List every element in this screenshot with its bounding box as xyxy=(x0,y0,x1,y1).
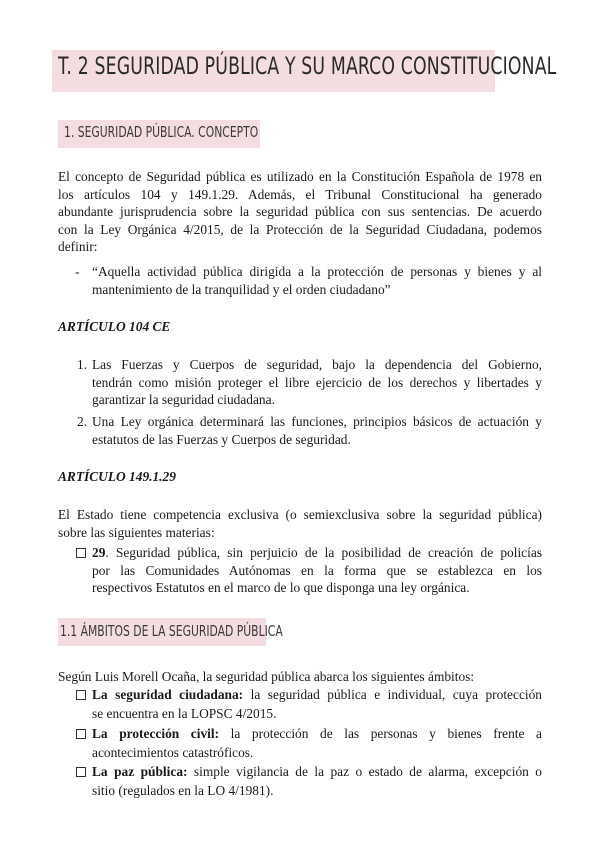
item-term: La protección civil: xyxy=(92,726,220,741)
quote-line: mantenimiento de la tranquilidad y el orden ciudadano” xyxy=(92,281,391,297)
article-104-item-2 xyxy=(92,413,542,448)
item-number: 29 xyxy=(92,545,106,560)
paragraph-line: los artículos 104 y 149.1.29. Además, el Tribunal Constitucional ha generado xyxy=(58,186,542,202)
article-104-item-1 xyxy=(92,356,542,409)
scope-item-2 xyxy=(92,724,542,762)
quote-line: “Aquella actividad pública dirigida a la protección de personas y bienes y al xyxy=(92,264,542,279)
item-line: Las Fuerzas y Cuerpos de seguridad, bajo la dependencia del Gobierno, xyxy=(92,357,542,372)
item-line: 29. Seguridad pública, sin perjuicio de la posibilidad de creación de policías xyxy=(92,545,542,560)
paragraph-line: El Estado tiene competencia exclusiva (o semiexclusiva sobre la seguridad pública) xyxy=(58,507,542,522)
section-1-paragraph xyxy=(58,168,542,256)
item-term: La paz pública: xyxy=(92,764,188,779)
paragraph-line: abundante jurisprudencia sobre la seguridad pública con sus sentencias. De acuerdo xyxy=(58,204,542,219)
article-149-item xyxy=(92,544,542,597)
paragraph-line: sobre las siguientes materias: xyxy=(58,524,215,540)
article-149-heading: ARTÍCULO 149.1.29 xyxy=(58,469,176,484)
item-line: acontecimientos catastróficos. xyxy=(92,745,254,760)
article-104-heading: ARTÍCULO 104 CE xyxy=(58,319,171,334)
scope-item-1 xyxy=(92,685,542,723)
item-line: se encuentra en la LOPSC 4/2015. xyxy=(92,706,277,721)
list-number: 1. xyxy=(77,357,88,372)
section-1-1-intro xyxy=(58,668,542,686)
checkbox-icon xyxy=(76,690,86,700)
checkbox-icon xyxy=(76,548,86,558)
paragraph-line: Según Luis Morell Ocaña, la seguridad pública abarca los siguientes ámbitos: xyxy=(58,669,475,684)
item-line: tendrán como misión proteger el libre ejercicio de los derechos y libertades y xyxy=(92,374,542,390)
item-line: estatutos de las Fuerzas y Cuerpos de seguridad. xyxy=(92,431,351,447)
checkbox-icon xyxy=(76,729,86,739)
item-term: La seguridad ciudadana: xyxy=(92,687,244,702)
item-line: sitio (regulados en la LO 4/1981). xyxy=(92,783,274,798)
article-149-paragraph xyxy=(58,506,542,541)
item-line: Una Ley orgánica determinará las funciones, principios básicos de actuación y xyxy=(92,414,542,429)
item-line: garantizar la seguridad ciudadana. xyxy=(92,392,275,407)
page-title: T. 2 SEGURIDAD PÚBLICA Y SU MARCO CONSTITUCIONAL xyxy=(58,52,557,80)
item-line: respectivos Estatutos en el marco de lo que disponga una ley orgánica. xyxy=(92,580,470,595)
checkbox-icon xyxy=(76,767,86,777)
dash-bullet: - xyxy=(75,264,80,279)
paragraph-line: El concepto de Seguridad pública es utilizado en la Constitución Española de 1978 en xyxy=(58,169,542,184)
scope-item-3 xyxy=(92,762,542,800)
item-line: por las Comunidades Autónomas en la forma que se establezca en los xyxy=(92,562,542,578)
paragraph-line: con la Ley Orgánica 4/2015, de la Protección de la Seguridad Ciudadana, podemos xyxy=(58,221,542,237)
paragraph-line: definir: xyxy=(58,239,98,254)
section-1-1-heading: 1.1 ÁMBITOS DE LA SEGURIDAD PÚBLICA xyxy=(60,622,283,640)
section-1-heading: 1. SEGURIDAD PÚBLICA. CONCEPTO xyxy=(64,123,259,141)
item-line: La paz pública: simple vigilancia de la paz o estado de alarma, excepción o xyxy=(92,764,543,779)
item-line: La protección civil: la protección de las personas y bienes frente a xyxy=(92,726,543,741)
list-number: 2. xyxy=(77,414,88,429)
definition-quote xyxy=(92,263,542,298)
item-line: La seguridad ciudadana: la seguridad pública e individual, cuya protección xyxy=(92,687,543,702)
